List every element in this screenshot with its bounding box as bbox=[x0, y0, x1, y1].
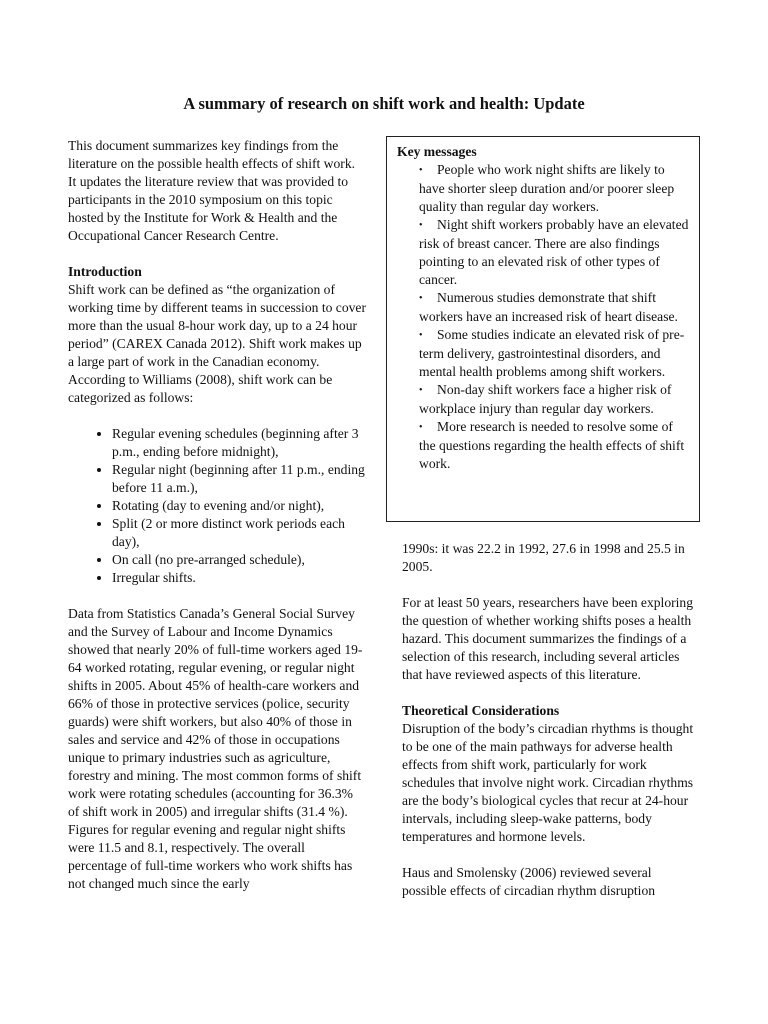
introduction-paragraph: Shift work can be defined as “the organization of working time by different teams in succession to cover more than the usual 8-hour work day, up to a 24 hour period” (CAREX Canada 2012). Shift work makes up a large part of work in the Canadian economy. According to Williams (2008), shift work can be categorized as follows: bbox=[68, 282, 366, 405]
list-item: • Regular evening schedules (beginning after 3 p.m., ending before midnight), bbox=[112, 425, 366, 461]
bullet-icon: • bbox=[419, 330, 423, 341]
bullet-icon: • bbox=[419, 385, 423, 396]
list-item bbox=[419, 381, 689, 418]
key-message-text: Night shift workers probably have an elevated risk of breast cancer. There are also findings pointing to an elevated risk of other types of cancer. bbox=[419, 217, 689, 287]
list-item: • Irregular shifts. bbox=[112, 569, 366, 587]
list-item: • Regular night (beginning after 11 p.m., ending before 11 a.m.), bbox=[112, 461, 366, 497]
list-item bbox=[419, 289, 689, 326]
right-column bbox=[402, 540, 696, 918]
key-message-text: Numerous studies demonstrate that shift workers have an increased risk of heart disease. bbox=[419, 290, 678, 324]
key-messages-list bbox=[397, 161, 689, 473]
theoretical-considerations-heading: Theoretical Considerations bbox=[402, 703, 560, 718]
list-item: • Split (2 or more distinct work periods each day), bbox=[112, 515, 366, 551]
key-message-text: Non-day shift workers face a higher risk of workplace injury than regular day workers. bbox=[419, 382, 672, 416]
introduction-heading: Introduction bbox=[68, 264, 142, 279]
bullet-icon: • bbox=[419, 165, 423, 176]
bullet-icon: • bbox=[419, 422, 423, 433]
list-item bbox=[419, 161, 689, 216]
document-title: A summary of research on shift work and health: Update bbox=[183, 94, 585, 113]
bullet-icon: • bbox=[419, 220, 423, 231]
shift-categories-list bbox=[68, 425, 366, 587]
key-message-text: More research is needed to resolve some of the questions regarding the health effects of shift work. bbox=[419, 419, 685, 471]
key-message-text: People who work night shifts are likely to have shorter sleep duration and/or poorer sleep quality than regular day workers. bbox=[419, 162, 675, 214]
list-item bbox=[419, 326, 689, 381]
continuation-paragraph: 1990s: it was 22.2 in 1992, 27.6 in 1998 and 25.5 in 2005. bbox=[402, 541, 685, 574]
list-item bbox=[419, 418, 689, 473]
list-item: • On call (no pre-arranged schedule), bbox=[112, 551, 366, 569]
research-paragraph: For at least 50 years, researchers have been exploring the question of whether working shifts poses a health hazard. This document summarizes the findings of a selection of this research, including several articles that have reviewed aspects of this literature. bbox=[402, 595, 694, 682]
left-column bbox=[68, 137, 366, 911]
key-messages-box bbox=[386, 136, 700, 522]
bullet-icon: • bbox=[419, 293, 423, 304]
theory-paragraph: Disruption of the body’s circadian rhythms is thought to be one of the main pathways for adverse health effects from shift work, particularly for work schedules that involve night work. Circadian rhythms are the body’s biological cycles that recur at 24-hour intervals, including sleep-wake patterns, body temperatures and hormone levels. bbox=[402, 721, 694, 844]
statistics-paragraph: Data from Statistics Canada’s General Social Survey and the Survey of Labour and Income Dynamics showed that nearly 20% of full-time workers aged 19-64 worked rotating, regular evening, or regular night shifts in 2005. About 45% of health-care workers and 66% of those in protective services (police, security guards) were shift workers, but also 40% of those in sales and service and 42% of those in occupations unique to primary industries such as agriculture, forestry and mining. The most common forms of shift work were rotating schedules (accounting for 36.3% of shift work in 2005) and irregular shifts (31.4 %). Figures for regular evening and regular night shifts were 11.5 and 8.1, respectively. The overall percentage of full-time workers who work shifts has not changed much since the early bbox=[68, 606, 363, 891]
intro-paragraph: This document summarizes key findings from the literature on the possible health effects of shift work. It updates the literature review that was provided to participants in the 2010 symposium on this topic hosted by the Institute for Work & Health and the Occupational Cancer Research Centre. bbox=[68, 138, 356, 243]
list-item bbox=[419, 216, 689, 289]
key-message-text: Some studies indicate an elevated risk of pre-term delivery, gastrointestinal disorders, and mental health problems among shift workers. bbox=[419, 327, 685, 379]
haus-smolensky-paragraph: Haus and Smolensky (2006) reviewed several possible effects of circadian rhythm disruption bbox=[402, 865, 656, 898]
list-item: • Rotating (day to evening and/or night), bbox=[112, 497, 366, 515]
key-messages-heading: Key messages bbox=[397, 144, 477, 159]
